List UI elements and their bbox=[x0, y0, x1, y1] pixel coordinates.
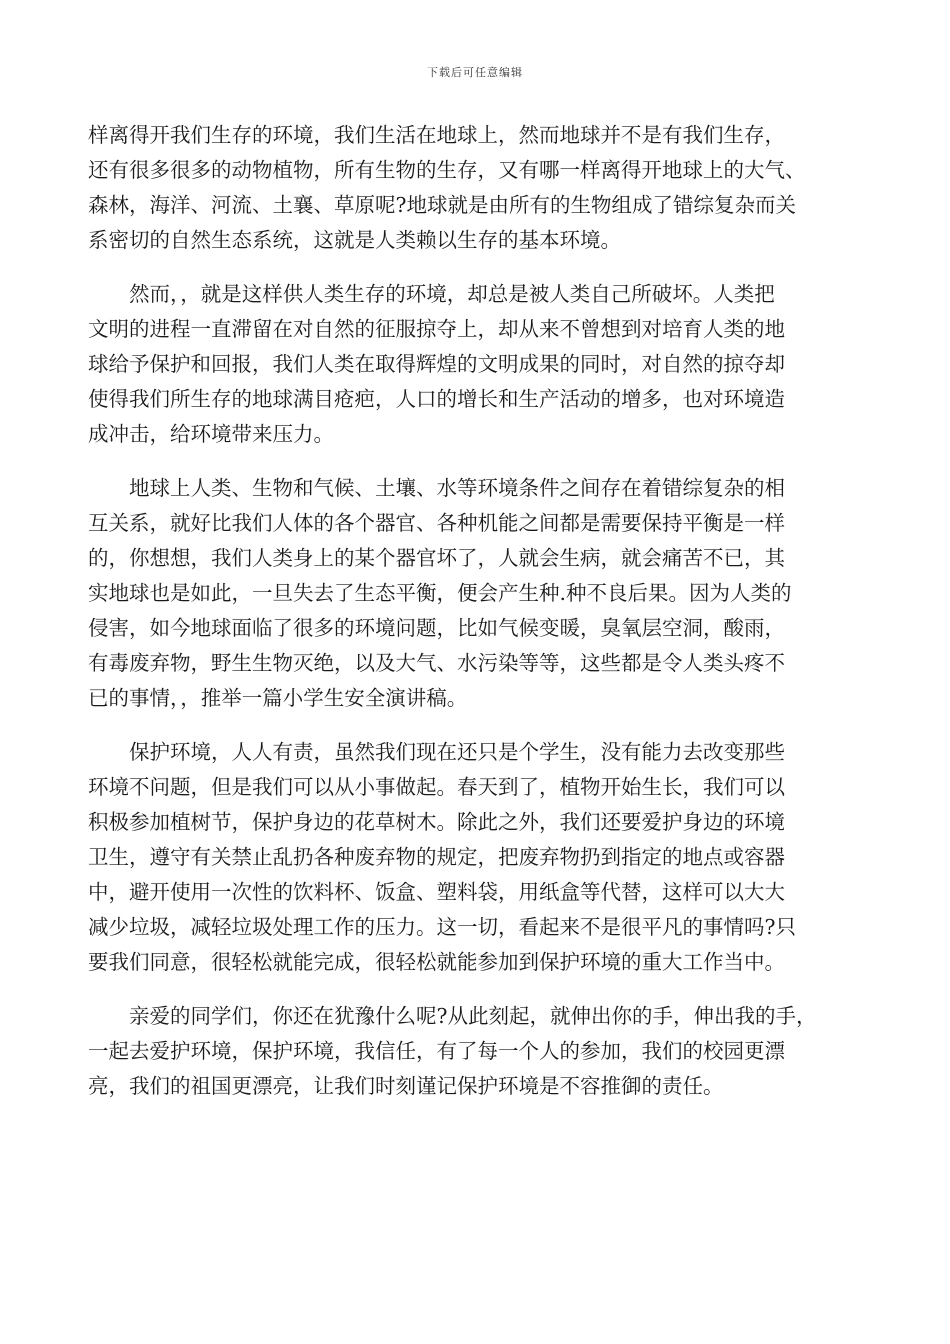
paragraph-line: 成冲击，给环境带来压力。 bbox=[88, 422, 334, 446]
document-body bbox=[88, 118, 862, 1123]
paragraph-line: 文明的进程一直滞留在对自然的征服掠夺上，却从来不曾想到对培育人类的地 bbox=[88, 317, 785, 341]
paragraph-line: 亮，我们的祖国更漂亮，让我们时刻谨记保护环境是不容推御的责任。 bbox=[88, 1074, 724, 1098]
paragraph-line: 的，你想想，我们人类身上的某个器官坏了，人就会生病，就会痛苦不已，其 bbox=[88, 546, 785, 570]
paragraph-line: 实地球也是如此，一旦失去了生态平衡，便会产生种.种不良后果。因为人类的 bbox=[88, 581, 792, 605]
paragraph-line: 有毒废弃物，野生生物灭绝，以及大气、水污染等等，这些都是令人类头疼不 bbox=[88, 651, 785, 675]
paragraph-5 bbox=[88, 999, 862, 1104]
paragraph-line: 侵害，如今地球面临了很多的环境问题，比如气候变暖，臭氧层空洞，酸雨， bbox=[88, 616, 785, 640]
paragraph-line: 使得我们所生存的地球满目疮疤，人口的增长和生产活动的增多，也对环境造 bbox=[88, 387, 785, 411]
paragraph-line: 森林，海洋、河流、土襄、草原呢?地球就是由所有的生物组成了错综复杂而关 bbox=[88, 193, 796, 217]
paragraph-2 bbox=[88, 277, 862, 452]
paragraph-line: 环境不问题，但是我们可以从小事做起。春天到了，植物开始生长，我们可以 bbox=[88, 775, 785, 799]
paragraph-line: 减少垃圾，减轻垃圾处理工作的压力。这一切，看起来不是很平凡的事情吗?只 bbox=[88, 915, 796, 939]
paragraph-line: 然而，，就是这样供人类生存的环境，却总是被人类自己所破坏。人类把 bbox=[129, 282, 775, 306]
paragraph-line: 系密切的自然生态系统，这就是人类赖以生存的基本环境。 bbox=[88, 228, 621, 252]
paragraph-line: 中，避开使用一次性的饮料杯、饭盒、塑料袋，用纸盒等代替，这样可以大大 bbox=[88, 880, 785, 904]
paragraph-line: 地球上人类、生物和气候、土壤、水等环境条件之间存在着错综复杂的相 bbox=[129, 476, 785, 500]
paragraph-line: 亲爱的同学们，你还在犹豫什么呢?从此刻起，就伸出你的手，伸出我的手， bbox=[129, 1004, 817, 1028]
paragraph-4 bbox=[88, 735, 862, 980]
paragraph-line: 卫生，遵守有关禁止乱扔各种废弃物的规定，把废弃物扔到指定的地点或容器 bbox=[88, 845, 785, 869]
paragraph-3 bbox=[88, 471, 862, 716]
paragraph-line: 积极参加植树节，保护身边的花草树木。除此之外，我们还要爱护身边的环境 bbox=[88, 810, 785, 834]
paragraph-line: 球给予保护和回报，我们人类在取得辉煌的文明成果的同时，对自然的掠夺却 bbox=[88, 352, 785, 376]
paragraph-line: 样离得开我们生存的环境，我们生活在地球上，然而地球并不是有我们生存， bbox=[88, 123, 785, 147]
page-header: 下载后可任意编辑 bbox=[427, 66, 523, 79]
paragraph-line: 已的事情，，推举一篇小学生安全演讲稿。 bbox=[88, 686, 468, 710]
paragraph-line: 还有很多很多的动物植物，所有生物的生存，又有哪一样离得开地球上的大气、 bbox=[88, 158, 806, 182]
paragraph-line: 要我们同意，很轻松就能完成，很轻松就能参加到保护环境的重大工作当中。 bbox=[88, 950, 785, 974]
paragraph-line: 一起去爱护环境，保护环境，我信任，有了每一个人的参加，我们的校园更漂 bbox=[88, 1039, 785, 1063]
paragraph-1 bbox=[88, 118, 862, 258]
paragraph-line: 保护环境，人人有责，虽然我们现在还只是个学生，没有能力去改变那些 bbox=[129, 740, 785, 764]
paragraph-line: 互关系，就好比我们人体的各个器官、各种机能之间都是需要保持平衡是一样 bbox=[88, 511, 785, 535]
